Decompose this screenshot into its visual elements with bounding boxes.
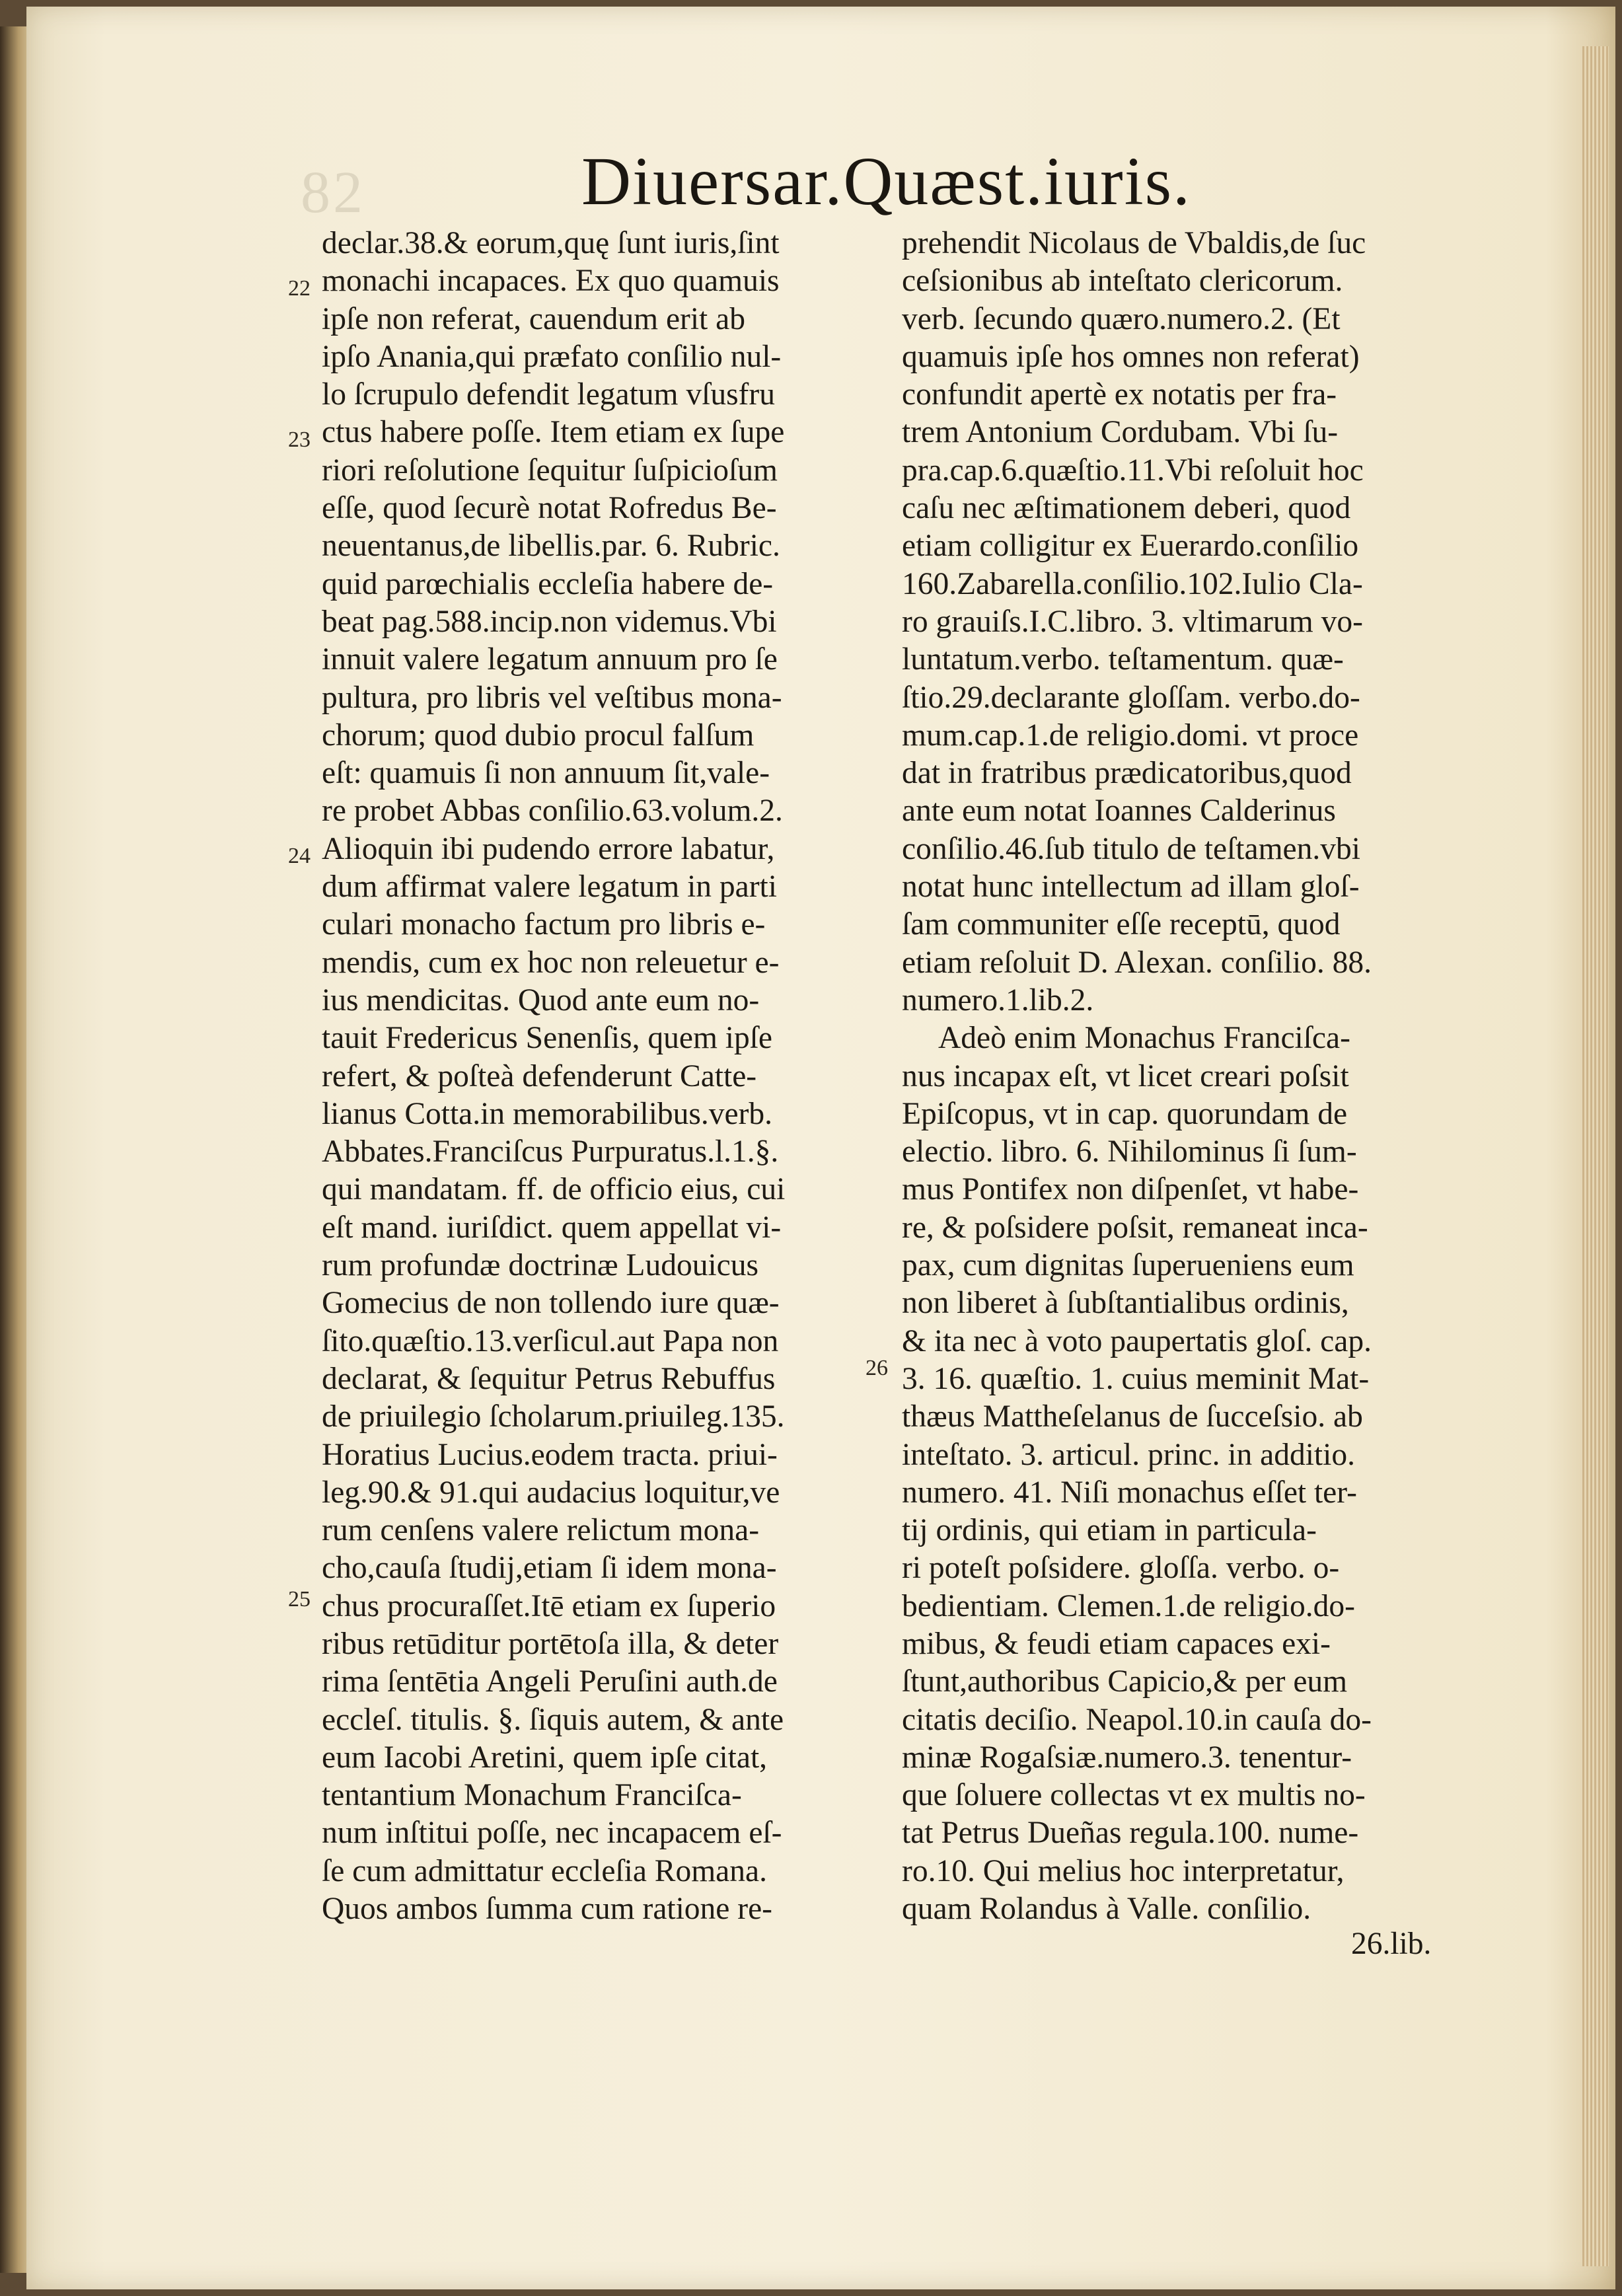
right-text-column bbox=[902, 225, 1444, 1928]
text-line: eum Iacobi Aretini, quem ipſe citat, bbox=[322, 1740, 768, 1775]
page-fore-edge bbox=[1582, 46, 1609, 2266]
text-line: Epiſcopus, vt in cap. quorundam de bbox=[902, 1096, 1348, 1131]
text-line: que ſoluere collectas vt ex multis no- bbox=[902, 1778, 1366, 1813]
text-line: prehendit Nicolaus de Vbaldis,de ſuc bbox=[902, 226, 1366, 260]
text-line: eſt: quamuis ſi non annuum ſit,vale- bbox=[322, 756, 770, 791]
margin-number: 22 bbox=[288, 276, 311, 301]
text-line: ſtunt,authoribus Capicio,& per eum bbox=[902, 1664, 1348, 1699]
text-line: verb. ſecundo quæro.numero.2. (Et bbox=[902, 301, 1341, 336]
text-line: numero.1.lib.2. bbox=[902, 982, 1094, 1018]
text-line: rum cenſens valere relictum mona- bbox=[322, 1513, 760, 1548]
text-line: ſam communiter eſſe receptū, quod bbox=[902, 907, 1341, 942]
text-line: leg.90.& 91.qui audacius loquitur,ve bbox=[322, 1475, 780, 1510]
text-line: innuit valere legatum annuum pro ſe bbox=[322, 642, 778, 677]
text-line: culari monacho factum pro libris e- bbox=[322, 907, 766, 942]
text-line: electio. libro. 6. Nihilominus ſi ſum- bbox=[902, 1134, 1357, 1169]
text-line: confundit apertè ex notatis per fra- bbox=[902, 377, 1337, 412]
text-line: pultura, pro libris vel veſtibus mona- bbox=[322, 680, 782, 715]
text-line: bedientiam. Clemen.1.de religio.do- bbox=[902, 1588, 1355, 1623]
catchword: 26.lib. bbox=[1351, 1927, 1432, 1961]
left-text-column bbox=[322, 225, 880, 1928]
text-line: & ita nec à voto paupertatis gloſ. cap. bbox=[902, 1323, 1372, 1358]
text-line: mendis, cum ex hoc non releuetur e- bbox=[322, 945, 780, 980]
text-line: etiam reſoluit D. Alexan. conſilio. 88. bbox=[902, 945, 1372, 980]
text-line: citatis deciſio. Neapol.10.in cauſa do- bbox=[902, 1702, 1372, 1737]
text-line: re probet Abbas conſilio.63.volum.2. bbox=[322, 794, 783, 829]
text-line: mus Pontifex non diſpenſet, vt habe- bbox=[902, 1172, 1359, 1207]
bleed-through-page-number: 82 bbox=[301, 160, 365, 225]
text-line: Gomecius de non tollendo iure quæ- bbox=[322, 1286, 780, 1321]
text-line: lianus Cotta.in memorabilibus.verb. bbox=[322, 1096, 773, 1131]
text-line: chorum; quod dubio procul falſum bbox=[322, 718, 755, 753]
text-line: Horatius Lucius.eodem tracta. priui- bbox=[322, 1437, 778, 1472]
text-line: ro grauiſs.I.C.libro. 3. vltimarum vo- bbox=[902, 604, 1363, 639]
text-line: ribus retūditur portētoſa illa, & deter bbox=[322, 1626, 779, 1661]
text-line: rum profundæ doctrinæ Ludouicus bbox=[322, 1248, 758, 1283]
text-line: caſu nec æſtimationem deberi, quod bbox=[902, 491, 1351, 526]
text-line: quamuis ipſe hos omnes non referat) bbox=[902, 339, 1360, 374]
margin-number: 24 bbox=[288, 844, 311, 868]
text-line: dat in fratribus prædicatoribus,quod bbox=[902, 756, 1352, 791]
text-line: eſſe, quod ſecurè notat Rofredus Be- bbox=[322, 491, 777, 526]
text-line: minæ Rogaſsiæ.numero.3. tenentur- bbox=[902, 1740, 1352, 1775]
text-line: ſito.quæſtio.13.verſicul.aut Papa non bbox=[322, 1323, 779, 1358]
text-line: mum.cap.1.de religio.domi. vt proce bbox=[902, 718, 1359, 753]
text-line: ctus habere poſſe. Item etiam ex ſupe bbox=[322, 415, 785, 450]
text-line: etiam colligitur ex Euerardo.conſilio bbox=[902, 529, 1359, 564]
margin-number: 26 bbox=[866, 1356, 888, 1380]
text-line: chus procuraſſet.Itē etiam ex ſuperio bbox=[322, 1588, 776, 1623]
text-line: eſt mand. iuriſdict. quem appellat vi- bbox=[322, 1210, 782, 1245]
text-line: ſtio.29.declarante gloſſam. verbo.do- bbox=[902, 680, 1360, 715]
text-line: qui mandatam. ff. de officio eius, cui bbox=[322, 1172, 786, 1207]
text-line: re, & poſsidere poſsit, remaneat inca- bbox=[902, 1210, 1368, 1245]
text-line: ipſo Anania,qui præfato conſilio nul- bbox=[322, 339, 782, 374]
text-line: mibus, & feudi etiam capaces exi- bbox=[902, 1626, 1331, 1661]
text-line: pra.cap.6.quæſtio.11.Vbi reſoluit hoc bbox=[902, 453, 1364, 488]
text-line: de priuilegio ſcholarum.priuileg.135. bbox=[322, 1399, 785, 1434]
text-line: rima ſentētia Angeli Peruſini auth.de bbox=[322, 1664, 778, 1699]
text-line: ſe cum admittatur eccleſia Romana. bbox=[322, 1853, 767, 1888]
text-line: thæus Mattheſelanus de ſucceſsio. ab bbox=[902, 1399, 1363, 1434]
text-line: neuentanus,de libellis.par. 6. Rubric. bbox=[322, 529, 780, 564]
text-line: ceſsionibus ab inteſtato clericorum. bbox=[902, 264, 1343, 299]
text-line: eccleſ. titulis. §. ſiquis autem, & ante bbox=[322, 1702, 784, 1737]
text-line: Adeò enim Monachus Franciſca- bbox=[938, 1021, 1350, 1056]
text-line: lo ſcrupulo defendit legatum vſusfru bbox=[322, 377, 775, 412]
text-line: monachi incapaces. Ex quo quamuis bbox=[322, 264, 780, 299]
text-line: refert, & poſteà defenderunt Catte- bbox=[322, 1058, 757, 1093]
text-line: Alioquin ibi pudendo errore labatur, bbox=[322, 831, 775, 866]
text-line: tat Petrus Dueñas regula.100. nume- bbox=[902, 1816, 1359, 1851]
text-line: ipſe non referat, cauendum erit ab bbox=[322, 301, 745, 336]
text-line: ius mendicitas. Quod ante eum no- bbox=[322, 982, 760, 1018]
text-line: beat pag.588.incip.non videmus.Vbi bbox=[322, 604, 777, 639]
text-line: 3. 16. quæſtio. 1. cuius meminit Mat- bbox=[902, 1361, 1370, 1396]
text-line: declarat, & ſequitur Petrus Rebuffus bbox=[322, 1361, 776, 1396]
text-line: ante eum notat Ioannes Calderinus bbox=[902, 794, 1336, 829]
text-line: trem Antonium Cordubam. Vbi ſu- bbox=[902, 415, 1339, 450]
text-line: quid parœchialis eccleſia habere de- bbox=[322, 566, 774, 601]
text-line: Quos ambos ſumma cum ratione re- bbox=[322, 1892, 772, 1927]
text-line: pax, cum dignitas ſuperueniens eum bbox=[902, 1248, 1354, 1283]
text-line: luntatum.verbo. teſtamentum. quæ- bbox=[902, 642, 1344, 677]
text-line: cho,cauſa ſtudij,etiam ſi idem mona- bbox=[322, 1551, 777, 1586]
text-line: dum affirmat valere legatum in parti bbox=[322, 870, 777, 905]
running-header: Diuersar.Quæst.iuris. bbox=[581, 143, 1192, 219]
text-line: tentantium Monachum Franciſca- bbox=[322, 1778, 742, 1813]
text-line: tij ordinis, qui etiam in particula- bbox=[902, 1513, 1317, 1548]
text-line: Abbates.Franciſcus Purpuratus.l.1.§. bbox=[322, 1134, 779, 1169]
margin-number: 25 bbox=[288, 1587, 311, 1611]
text-line: riori reſolutione ſequitur ſuſpicioſum bbox=[322, 453, 778, 488]
text-line: inteſtato. 3. articul. princ. in additio. bbox=[902, 1437, 1355, 1472]
text-line: declar.38.& eorum,quę ſunt iuris,ſint bbox=[322, 226, 780, 260]
text-line: quam Rolandus à Valle. conſilio. bbox=[902, 1892, 1311, 1927]
text-line: non liberet à ſubſtantialibus ordinis, bbox=[902, 1286, 1349, 1321]
text-line: nus incapax eſt, vt licet creari poſsit bbox=[902, 1058, 1349, 1093]
text-line: tauit Fredericus Senenſis, quem ipſe bbox=[322, 1021, 773, 1056]
text-line: ro.10. Qui melius hoc interpretatur, bbox=[902, 1853, 1345, 1888]
text-line: conſilio.46.ſub titulo de teſtamen.vbi bbox=[902, 831, 1360, 866]
text-line: notat hunc intellectum ad illam gloſ- bbox=[902, 870, 1360, 905]
text-line: ri poteſt poſsidere. gloſſa. verbo. o- bbox=[902, 1551, 1340, 1586]
margin-number: 23 bbox=[288, 427, 311, 452]
text-line: num inſtitui poſſe, nec incapacem eſ- bbox=[322, 1816, 782, 1851]
text-line: numero. 41. Niſi monachus eſſet ter- bbox=[902, 1475, 1357, 1510]
text-line: 160.Zabarella.conſilio.102.Iulio Cla- bbox=[902, 566, 1363, 601]
